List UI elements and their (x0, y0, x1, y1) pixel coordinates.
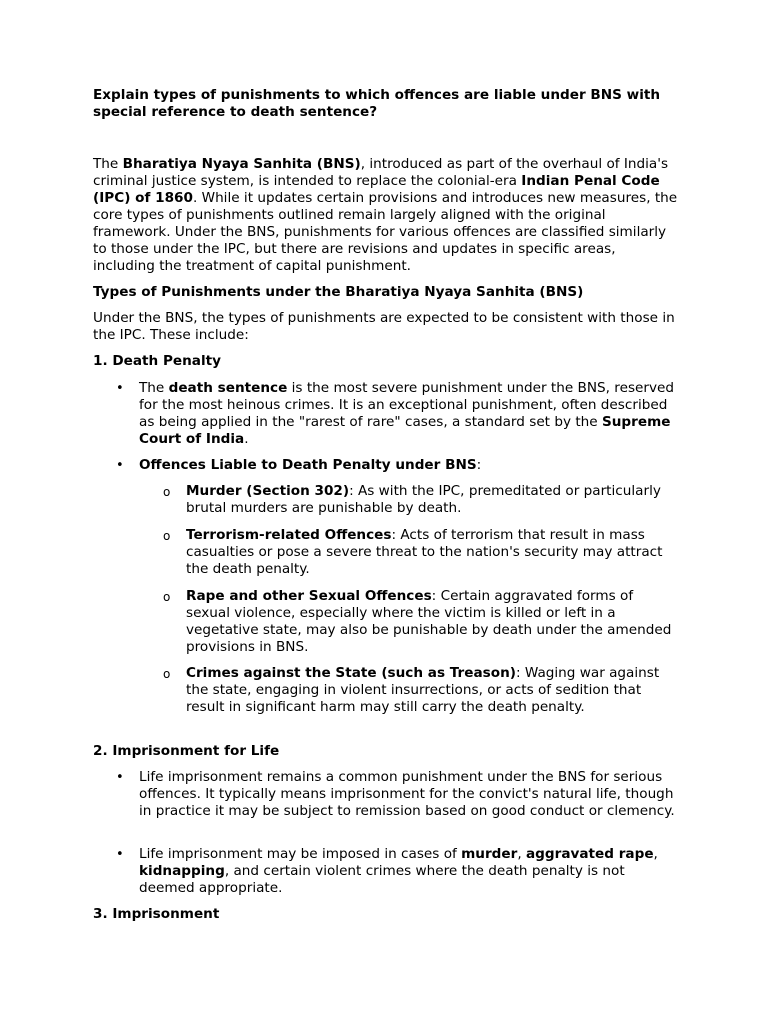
types-heading: Types of Punishments under the Bharatiya Nyaya Sanhita (BNS) (93, 284, 584, 300)
bullet-icon: • (116, 381, 124, 396)
life-imprisonment-bullet-1: Life imprisonment remains a common punishment under the BNS for serious offences. It typically means imprisonment for the convict's natural life, though in practice it may be subject to remission based on good conduct or clemency. (139, 769, 675, 819)
section-imprisonment-heading: 3. Imprisonment (93, 906, 220, 922)
offences-liable-bullet: Offences Liable to Death Penalty under BNS: (139, 457, 482, 473)
bullet-icon: • (116, 458, 124, 473)
sub-item-state-crimes: Crimes against the State (such as Treason): Waging war against the state, engaging in violent insurrections, or acts of sedition that result in significant harm may still carry the death penalty. (186, 665, 660, 715)
document-title: Explain types of punishments to which offences are liable under BNS with special reference to death sentence? (93, 87, 661, 120)
section-death-penalty-heading: 1. Death Penalty (93, 353, 221, 369)
bullet-icon: • (116, 847, 124, 862)
life-imprisonment-bullet-2: Life imprisonment may be imposed in cases of murder, aggravated rape, kidnapping, and certain violent crimes where the death penalty is not deemed appropriate. (139, 846, 658, 896)
sub-bullet-icon: o (163, 485, 171, 499)
sub-bullet-icon: o (163, 667, 171, 681)
death-sentence-bullet: The death sentence is the most severe punishment under the BNS, reserved for the most heinous crimes. It is an exceptional punishment, often described as being applied in the "rarest of rare" cases, a standard set by the Supreme Court of India. (139, 380, 675, 447)
sub-item-terrorism: Terrorism-related Offences: Acts of terrorism that result in mass casualties or pose a severe threat to the nation's security may attract the death penalty. (186, 527, 663, 577)
sub-bullet-icon: o (163, 590, 171, 604)
sub-item-murder: Murder (Section 302): As with the IPC, premeditated or particularly brutal murders are punishable by death. (186, 483, 661, 516)
sub-item-rape: Rape and other Sexual Offences: Certain aggravated forms of sexual violence, especially where the victim is killed or left in a vegetative state, may also be punishable by death under the amended provisions in BNS. (186, 588, 672, 655)
section-life-imprisonment-heading: 2. Imprisonment for Life (93, 743, 280, 759)
types-intro: Under the BNS, the types of punishments are expected to be consistent with those in the IPC. These include: (93, 310, 675, 343)
bullet-icon: • (116, 770, 124, 785)
intro-paragraph: The Bharatiya Nyaya Sanhita (BNS), introduced as part of the overhaul of India's criminal justice system, is intended to replace the colonial-era Indian Penal Code (IPC) of 1860. While it updates certain provisions and introduces new measures, the core types of punishments outlined remain largely aligned with the original framework. Under the BNS, punishments for various offences are classified similarly to those under the IPC, but there are revisions and updates in specific areas, including the treatment of capital punishment. (93, 156, 678, 274)
sub-bullet-icon: o (163, 529, 171, 543)
